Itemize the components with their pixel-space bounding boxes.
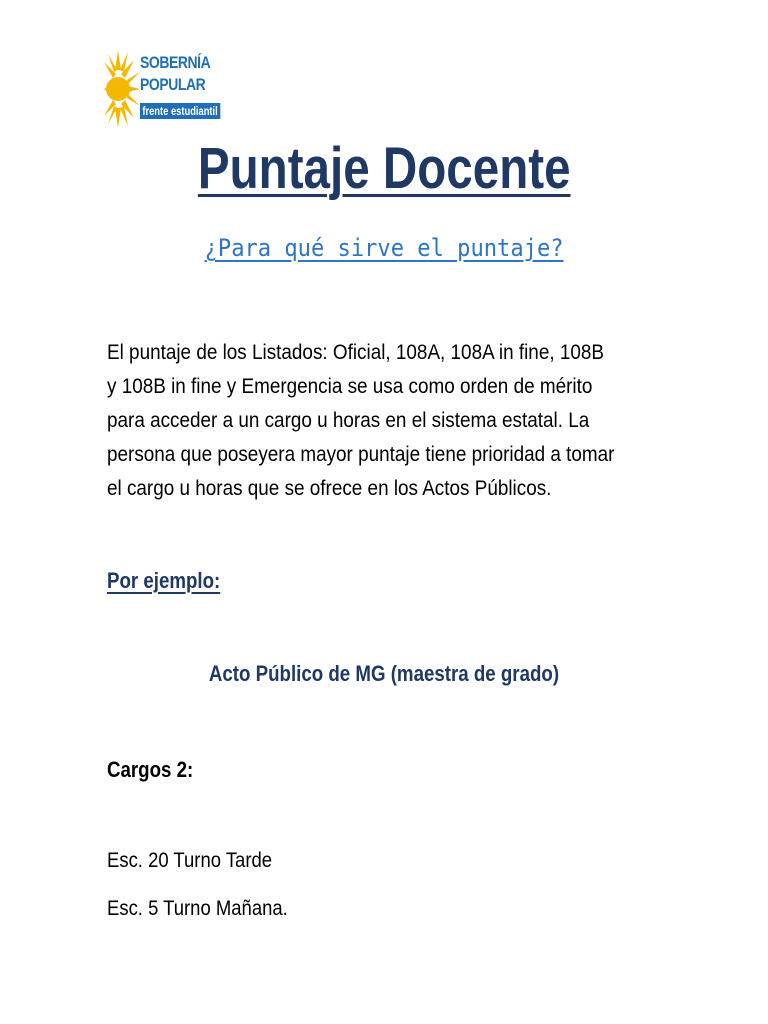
list-item: Esc. 5 Turno Mañana. bbox=[107, 897, 288, 920]
page-title bbox=[0, 136, 768, 202]
logo-text-line2: POPULAR bbox=[140, 75, 206, 94]
page-subtitle-text: ¿Para qué sirve el puntaje? bbox=[204, 234, 564, 262]
acto-publico-text: Acto Público de MG (maestra de grado) bbox=[208, 661, 560, 686]
intro-paragraph bbox=[107, 336, 697, 506]
paragraph-line: El puntaje de los Listados: Oficial, 108A, 108A in fine, 108B bbox=[107, 341, 604, 364]
acto-publico-heading bbox=[0, 659, 768, 689]
paragraph-line: persona que poseyera mayor puntaje tiene prioridad a tomar bbox=[107, 443, 615, 466]
logo-text-line1: SOBERNÍA bbox=[140, 53, 211, 72]
logo-tagline: frente estudiantil bbox=[140, 103, 220, 119]
paragraph-line: para acceder a un cargo u horas en el sistema estatal. La bbox=[107, 409, 590, 432]
page-title-text: Puntaje Docente bbox=[197, 136, 571, 201]
example-heading: Por ejemplo: bbox=[107, 568, 221, 593]
logo bbox=[104, 48, 218, 130]
sun-icon bbox=[104, 48, 142, 130]
cargos-label: Cargos 2: bbox=[107, 757, 194, 782]
paragraph-line: el cargo u horas que se ofrece en los Actos Públicos. bbox=[107, 477, 552, 500]
list-item: Esc. 20 Turno Tarde bbox=[107, 849, 273, 872]
page-subtitle bbox=[0, 232, 768, 264]
paragraph-line: y 108B in fine y Emergencia se usa como orden de mérito bbox=[107, 375, 593, 398]
